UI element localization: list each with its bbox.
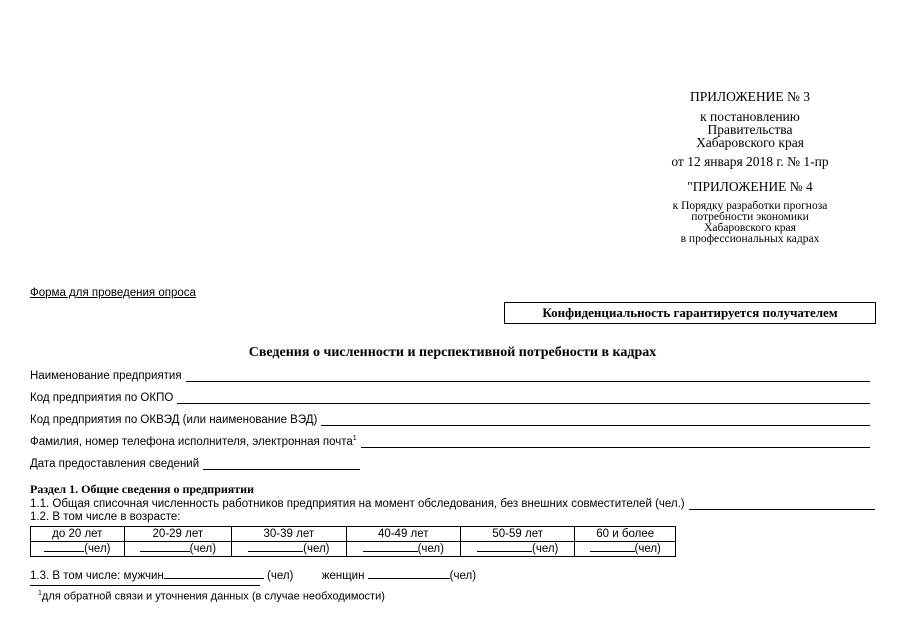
age-table	[30, 526, 676, 557]
page-title: Сведения о численности и перспективной потребности в кадрах	[248, 345, 657, 360]
date-input[interactable]	[203, 455, 360, 470]
age-value-cell[interactable]	[460, 542, 574, 557]
men-count-input[interactable]	[164, 566, 264, 579]
section-1-title: Раздел 1. Общие сведения о предприятии	[30, 482, 255, 496]
age-header-cell: 30-39 лет	[232, 527, 346, 542]
footnote-text: для обратной связи и уточнения данных (в случае необходимости)	[41, 590, 385, 603]
footnote-divider	[30, 585, 260, 586]
resolution-line-3: Хабаровского края	[696, 135, 804, 150]
okved-input[interactable]	[321, 411, 870, 426]
age-value-cell[interactable]	[232, 542, 346, 557]
age-header-cell: 50-59 лет	[460, 527, 574, 542]
unit-label: (чел)	[417, 542, 444, 555]
item-1-2-label: 1.2. В том числе в возрасте:	[30, 511, 181, 523]
resolution-line-1: к постановлению	[700, 109, 800, 124]
age-value-blank[interactable]	[363, 551, 418, 552]
item-1-1	[30, 492, 875, 510]
unit-label: (чел)	[303, 542, 330, 555]
age-header-cell: 20-29 лет	[124, 527, 232, 542]
okpo-label: Код предприятия по ОКПО	[30, 392, 174, 404]
age-value-blank[interactable]	[140, 551, 190, 552]
footnote	[38, 590, 385, 603]
confidential-box	[504, 302, 876, 324]
item-1-1-label: 1.1. Общая списочная численность работников предприятия на момент обследования, без внешних совместителей (чел.)	[30, 498, 685, 510]
order-line-1: к Порядку разработки прогноза	[672, 200, 828, 212]
age-value-blank[interactable]	[590, 551, 635, 552]
age-value-blank[interactable]	[44, 551, 84, 552]
item-1-3-label: 1.3. В том числе: мужчин	[30, 570, 164, 582]
field-contact	[30, 430, 870, 448]
date-label: Дата предоставления сведений	[30, 458, 200, 470]
women-label: женщин	[321, 570, 365, 582]
age-header-cell: 40-49 лет	[346, 527, 460, 542]
company-name-label: Наименование предприятия	[30, 370, 182, 382]
contact-input[interactable]	[361, 433, 870, 448]
unit-label: (чел)	[84, 542, 111, 555]
women-count-input[interactable]	[368, 566, 450, 579]
age-value-blank[interactable]	[248, 551, 303, 552]
unit-label: (чел)	[634, 542, 661, 555]
form-label: Форма для проведения опроса	[30, 287, 196, 299]
confidential-text: Конфиденциальность гарантируется получателем	[542, 305, 838, 320]
age-value-blank[interactable]	[477, 551, 532, 552]
contact-label-text: Фамилия, номер телефона исполнителя, электронная почта	[30, 436, 353, 448]
women-unit: (чел)	[449, 570, 477, 582]
order-line-3: Хабаровского края	[704, 222, 796, 234]
contact-label	[30, 435, 357, 448]
contact-footnote-mark: 1	[352, 435, 357, 443]
okpo-input[interactable]	[177, 389, 870, 404]
item-1-1-input[interactable]	[689, 495, 875, 510]
age-header-cell: 60 и более	[575, 527, 676, 542]
order-line-2: потребности экономики	[691, 211, 809, 223]
age-value-cell[interactable]	[31, 542, 125, 557]
men-unit: (чел)	[267, 570, 294, 582]
age-header-cell: до 20 лет	[31, 527, 125, 542]
okved-label: Код предприятия по ОКВЭД (или наименование ВЭД)	[30, 414, 318, 426]
field-company-name	[30, 364, 870, 382]
age-value-cell[interactable]	[124, 542, 232, 557]
field-date	[30, 452, 360, 470]
unit-label: (чел)	[189, 542, 217, 555]
company-name-input[interactable]	[186, 367, 870, 382]
footnote-mark: 1	[38, 590, 42, 597]
age-value-cell[interactable]	[346, 542, 460, 557]
age-value-cell[interactable]	[575, 542, 676, 557]
field-okpo	[30, 386, 870, 404]
order-line-4: в профессиональных кадрах	[680, 233, 820, 245]
appendix-3-heading: ПРИЛОЖЕНИЕ № 3	[689, 89, 811, 104]
unit-label: (чел)	[532, 542, 559, 555]
field-okved	[30, 408, 870, 426]
appendix-4-heading: "ПРИЛОЖЕНИЕ № 4	[687, 179, 813, 194]
age-value-row	[31, 542, 676, 557]
item-1-3	[30, 566, 476, 582]
resolution-date: от 12 января 2018 г. № 1-пр	[671, 154, 829, 169]
resolution-line-2: Правительства	[707, 122, 793, 137]
age-header-row	[31, 527, 676, 542]
